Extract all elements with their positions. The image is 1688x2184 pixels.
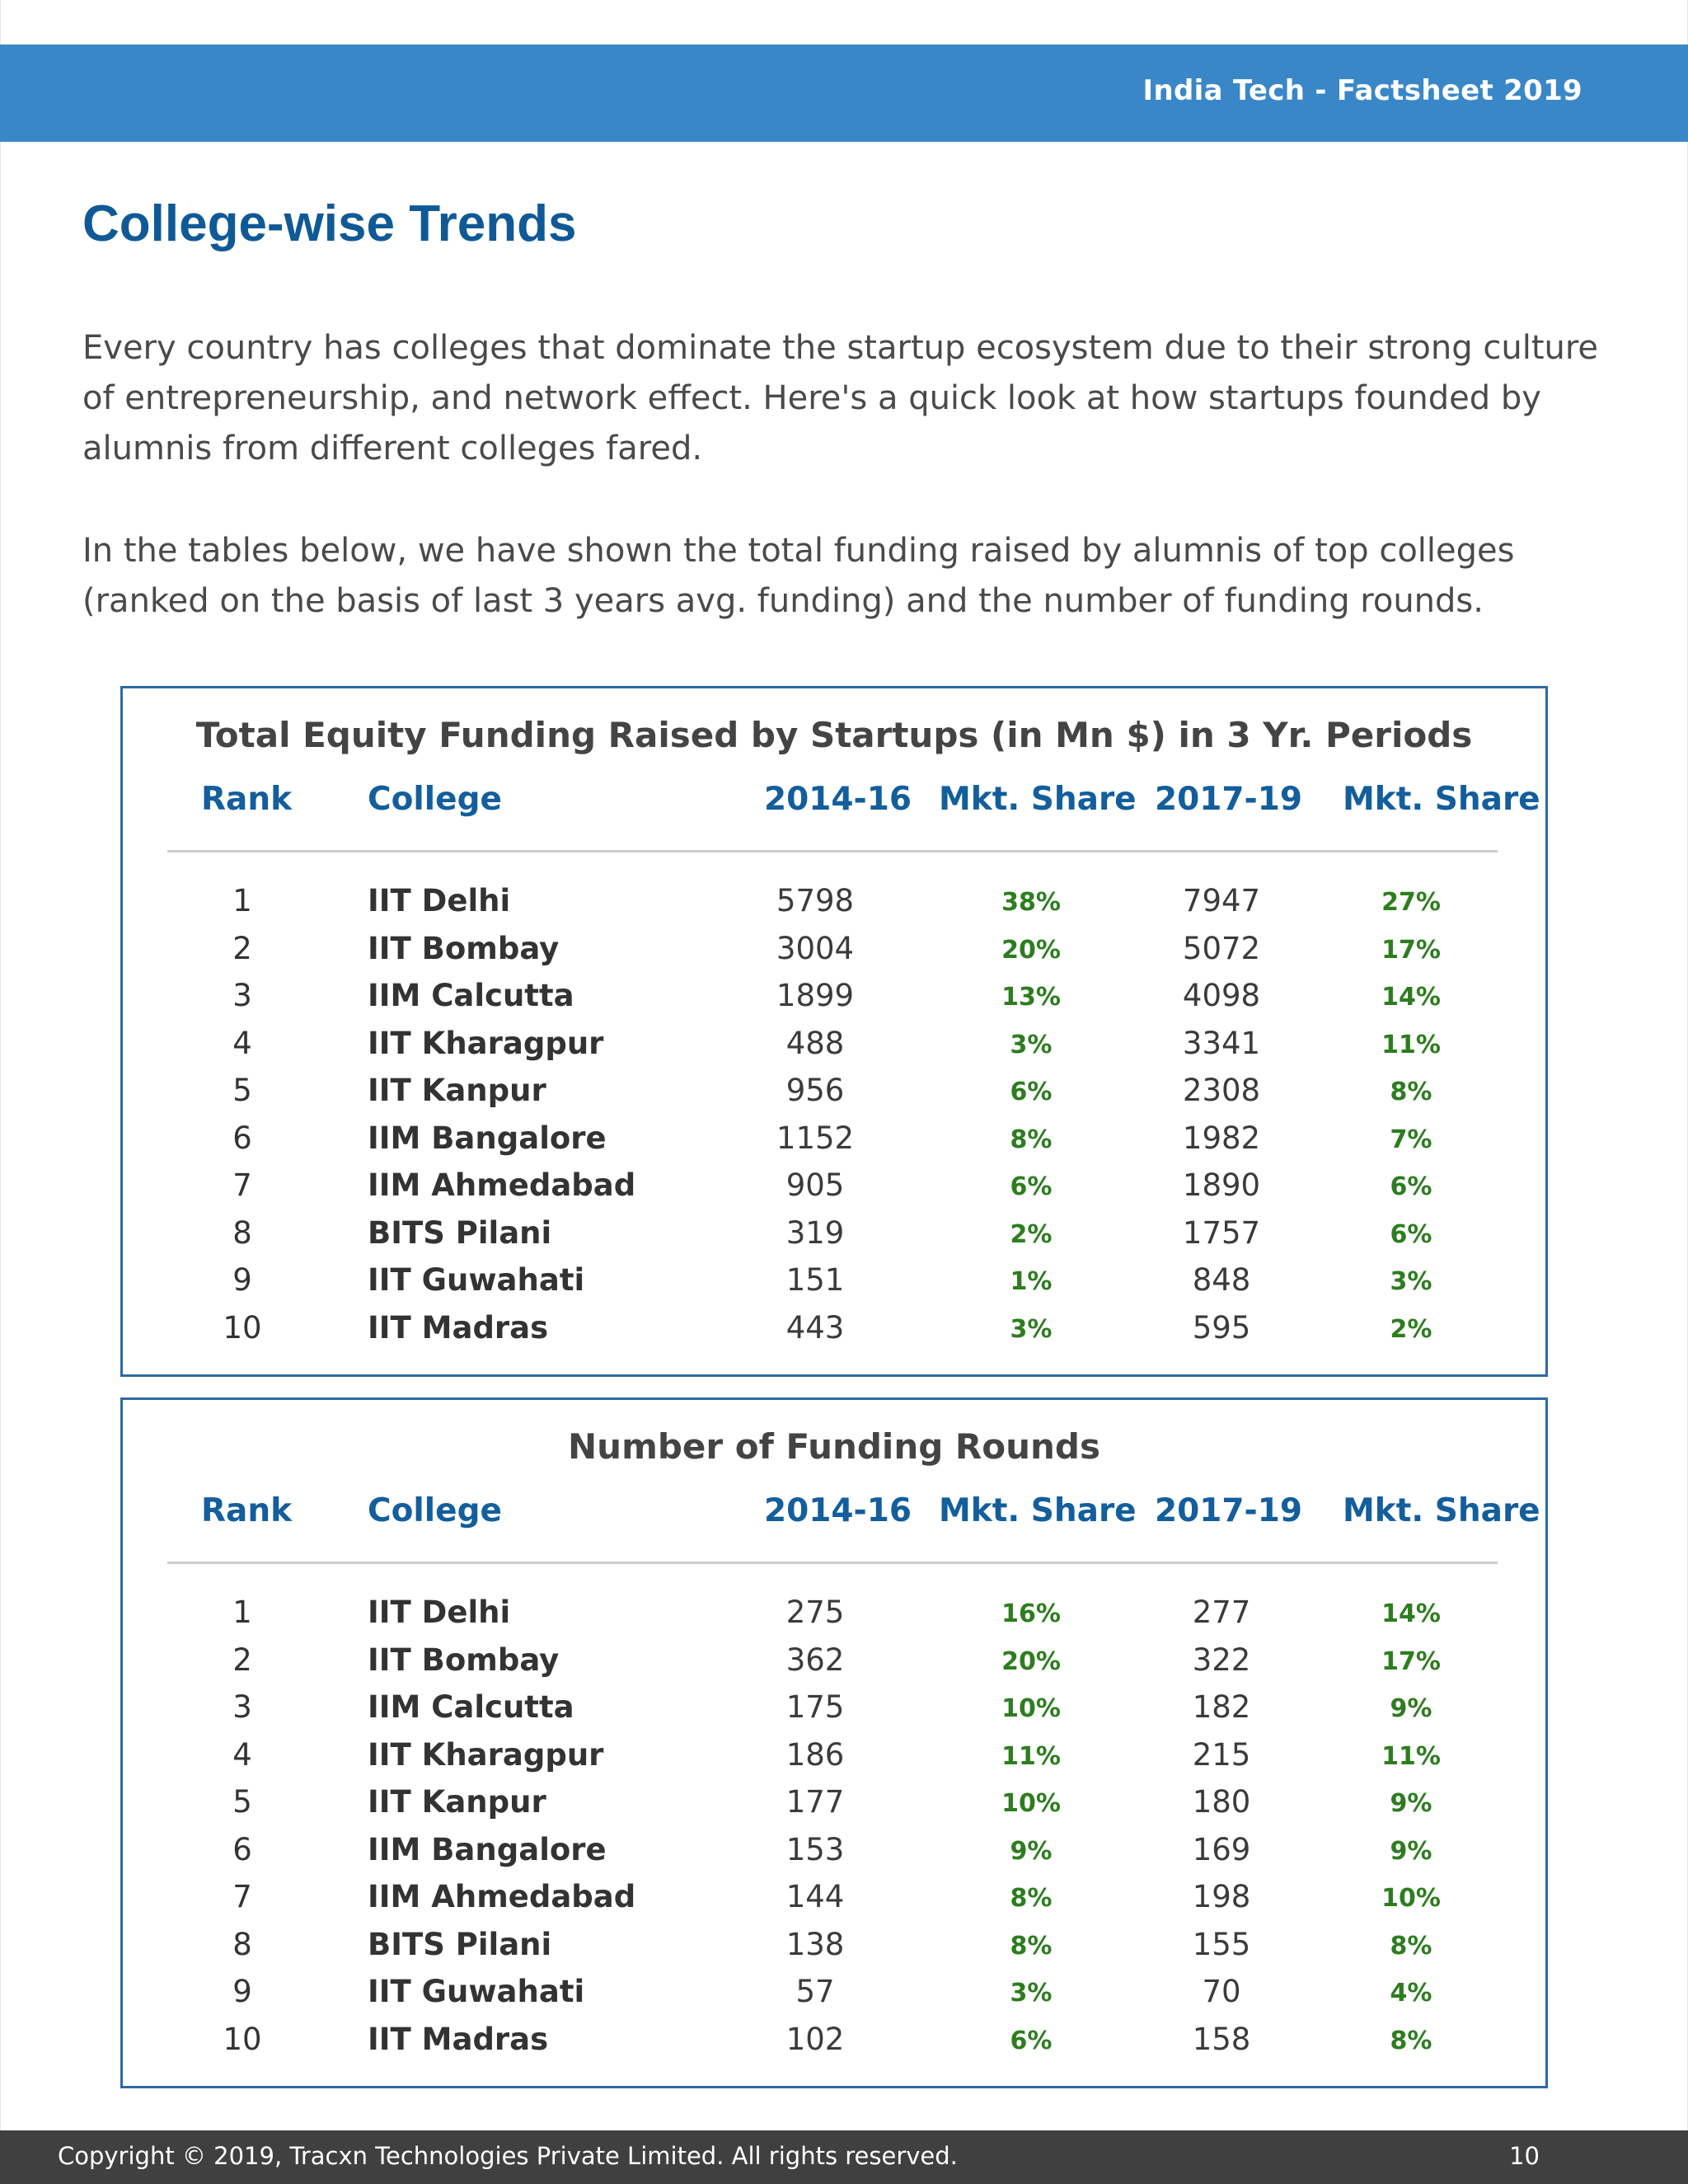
college-cell: BITS Pilani: [368, 1214, 552, 1251]
mkt-share-2017-19-cell: 14%: [1381, 1599, 1441, 1628]
table-row: [123, 883, 1545, 931]
table-row: [123, 2022, 1545, 2069]
column-header-2014-16: 2014-16: [764, 781, 912, 818]
header-title: India Tech - Factsheet 2019: [1142, 74, 1582, 107]
mkt-share-2017-19-cell: 7%: [1390, 1125, 1432, 1154]
value-2017-19-cell: 595: [1192, 1309, 1251, 1346]
mkt-share-2014-16-cell: 20%: [1001, 1646, 1061, 1676]
rank-cell: 10: [223, 2021, 262, 2057]
table-row: [123, 1737, 1545, 1785]
table-title: Total Equity Funding Raised by Startups (in Mn $) in 3 Yr. Periods: [195, 715, 1473, 755]
value-2017-19-cell: 215: [1192, 1736, 1251, 1773]
table-title: Number of Funding Rounds: [568, 1426, 1100, 1467]
mkt-share-2014-16-cell: 6%: [1010, 2026, 1053, 2055]
column-header-college: College: [368, 781, 502, 818]
value-2017-19-cell: 182: [1192, 1689, 1251, 1725]
mkt-share-2017-19-cell: 17%: [1381, 935, 1441, 965]
rank-cell: 8: [232, 1926, 252, 1962]
table-row: [123, 1262, 1545, 1310]
college-cell: BITS Pilani: [368, 1926, 552, 1962]
intro-paragraph-2: In the tables below, we have shown the total funding raised by alumnis of top colleges (ranked on the basis of last 3 years avg. funding) and the number of funding rounds.: [82, 532, 1515, 620]
mkt-share-2017-19-cell: 17%: [1381, 1646, 1441, 1676]
table-row: [123, 1120, 1545, 1168]
footer-bar: [0, 2130, 1688, 2184]
mkt-share-2017-19-cell: 8%: [1390, 1078, 1432, 1106]
rank-cell: 5: [232, 1784, 252, 1820]
mkt-share-2014-16-cell: 6%: [1010, 1078, 1053, 1106]
table-row: [123, 1689, 1545, 1737]
mkt-share-2014-16-cell: 8%: [1010, 1931, 1053, 1961]
college-cell: IIM Bangalore: [368, 1831, 607, 1867]
mkt-share-2017-19-cell: 11%: [1381, 1741, 1441, 1771]
mkt-share-2014-16-cell: 8%: [1010, 1125, 1053, 1154]
value-2017-19-cell: 198: [1192, 1879, 1251, 1914]
table-row: [123, 1167, 1545, 1215]
college-cell: IIM Ahmedabad: [368, 1879, 636, 1914]
value-2017-19-cell: 1890: [1182, 1167, 1261, 1203]
value-2014-16-cell: 362: [785, 1642, 845, 1678]
value-2017-19-cell: 277: [1192, 1595, 1251, 1630]
page-number: 10: [1509, 2142, 1540, 2170]
value-2017-19-cell: 5072: [1182, 930, 1261, 966]
value-2014-16-cell: 138: [785, 1926, 845, 1962]
value-2017-19-cell: 2308: [1182, 1073, 1261, 1108]
column-header-college: College: [368, 1492, 502, 1529]
mkt-share-2014-16-cell: 6%: [1010, 1172, 1053, 1201]
funding-amount-table: [120, 686, 1548, 1377]
value-2017-19-cell: 322: [1192, 1642, 1251, 1678]
table-row: [123, 1832, 1545, 1880]
column-header-mkt-share-1: Mkt. Share: [939, 1492, 1137, 1529]
value-2014-16-cell: 319: [785, 1214, 845, 1251]
mkt-share-2017-19-cell: 14%: [1381, 983, 1441, 1012]
value-2017-19-cell: 158: [1192, 2021, 1251, 2057]
value-2017-19-cell: 155: [1192, 1926, 1251, 1962]
value-2014-16-cell: 1899: [776, 978, 855, 1013]
mkt-share-2014-16-cell: 9%: [1010, 1836, 1053, 1866]
value-2014-16-cell: 102: [785, 2021, 845, 2057]
college-cell: IIT Kanpur: [368, 1784, 546, 1820]
value-2014-16-cell: 186: [785, 1736, 845, 1773]
mkt-share-2017-19-cell: 6%: [1390, 1172, 1432, 1201]
college-cell: IIT Bombay: [368, 930, 560, 966]
mkt-share-2014-16-cell: 3%: [1010, 1979, 1053, 2008]
table-body: [123, 883, 1545, 1357]
mkt-share-2017-19-cell: 27%: [1381, 888, 1441, 917]
mkt-share-2014-16-cell: 16%: [1001, 1599, 1061, 1628]
funding-rounds-table: [120, 1397, 1548, 2088]
column-header-2017-19: 2017-19: [1155, 1492, 1303, 1529]
mkt-share-2017-19-cell: 10%: [1381, 1884, 1441, 1913]
mkt-share-2014-16-cell: 3%: [1010, 1314, 1053, 1344]
value-2017-19-cell: 3341: [1182, 1025, 1261, 1061]
intro-paragraph-1: Every country has colleges that dominate the startup ecosystem due to their strong culture of entrepreneurship, and network effect. Here's a quick look at how startups founded by alumnis from different colleges fared.: [82, 329, 1599, 467]
mkt-share-2014-16-cell: 20%: [1001, 935, 1061, 965]
table-row: [123, 1879, 1545, 1927]
table-row: [123, 1073, 1545, 1120]
mkt-share-2014-16-cell: 13%: [1001, 983, 1061, 1012]
college-cell: IIM Bangalore: [368, 1120, 607, 1156]
mkt-share-2014-16-cell: 38%: [1001, 888, 1061, 917]
value-2017-19-cell: 4098: [1182, 978, 1261, 1013]
value-2014-16-cell: 57: [795, 1974, 835, 2009]
mkt-share-2017-19-cell: 3%: [1390, 1267, 1432, 1296]
college-cell: IIM Ahmedabad: [368, 1167, 636, 1203]
college-cell: IIT Delhi: [368, 883, 511, 918]
table-row: [123, 1927, 1545, 1975]
value-2014-16-cell: 275: [785, 1595, 845, 1630]
value-2014-16-cell: 1152: [776, 1120, 855, 1156]
header-divider: [167, 1562, 1498, 1564]
table-row: [123, 1974, 1545, 2022]
value-2017-19-cell: 1757: [1182, 1214, 1261, 1251]
college-cell: IIT Madras: [368, 1309, 549, 1346]
college-cell: IIT Kanpur: [368, 1073, 546, 1108]
college-cell: IIT Madras: [368, 2021, 549, 2057]
value-2014-16-cell: 488: [785, 1025, 845, 1061]
value-2014-16-cell: 3004: [776, 930, 855, 966]
rank-cell: 3: [232, 1689, 252, 1725]
rank-cell: 6: [232, 1120, 252, 1156]
rank-cell: 7: [232, 1879, 252, 1914]
column-header-mkt-share-2: Mkt. Share: [1343, 781, 1540, 818]
table-row: [123, 931, 1545, 979]
college-cell: IIM Calcutta: [368, 1689, 574, 1725]
column-header-mkt-share-2: Mkt. Share: [1343, 1492, 1540, 1529]
value-2014-16-cell: 905: [785, 1167, 845, 1203]
mkt-share-2014-16-cell: 1%: [1010, 1267, 1053, 1296]
value-2014-16-cell: 443: [785, 1309, 845, 1346]
column-header-2014-16: 2014-16: [764, 1492, 912, 1529]
table-row: [123, 1310, 1545, 1358]
mkt-share-2017-19-cell: 9%: [1390, 1836, 1432, 1866]
college-cell: IIM Calcutta: [368, 978, 574, 1013]
column-header-rank: Rank: [201, 1492, 293, 1529]
mkt-share-2014-16-cell: 8%: [1010, 1884, 1053, 1913]
column-header-2017-19: 2017-19: [1155, 781, 1303, 818]
column-header-mkt-share-1: Mkt. Share: [939, 781, 1137, 818]
value-2014-16-cell: 153: [785, 1831, 845, 1867]
mkt-share-2017-19-cell: 2%: [1390, 1314, 1432, 1344]
rank-cell: 9: [232, 1974, 252, 2009]
value-2014-16-cell: 5798: [776, 883, 855, 918]
mkt-share-2017-19-cell: 8%: [1390, 1931, 1432, 1961]
rank-cell: 4: [232, 1736, 252, 1773]
value-2014-16-cell: 956: [785, 1073, 845, 1108]
value-2017-19-cell: 848: [1192, 1262, 1251, 1298]
college-cell: IIT Kharagpur: [368, 1025, 604, 1061]
rank-cell: 1: [232, 1595, 252, 1630]
footer-copyright: Copyright © 2019, Tracxn Technologies Private Limited. All rights reserved.: [58, 2142, 958, 2170]
mkt-share-2014-16-cell: 10%: [1001, 1694, 1061, 1723]
rank-cell: 10: [223, 1309, 262, 1346]
rank-cell: 7: [232, 1167, 252, 1203]
value-2017-19-cell: 169: [1192, 1831, 1251, 1867]
value-2014-16-cell: 177: [785, 1784, 845, 1820]
mkt-share-2017-19-cell: 4%: [1390, 1979, 1432, 2008]
rank-cell: 1: [232, 883, 252, 918]
rank-cell: 5: [232, 1073, 252, 1108]
rank-cell: 2: [232, 930, 252, 966]
mkt-share-2017-19-cell: 9%: [1390, 1694, 1432, 1723]
mkt-share-2014-16-cell: 2%: [1010, 1219, 1053, 1249]
college-cell: IIT Bombay: [368, 1642, 560, 1678]
table-body: [123, 1595, 1545, 2069]
mkt-share-2017-19-cell: 11%: [1381, 1030, 1441, 1059]
table-row: [123, 1642, 1545, 1690]
college-cell: IIT Delhi: [368, 1595, 511, 1630]
mkt-share-2017-19-cell: 8%: [1390, 2026, 1432, 2055]
table-row: [123, 1026, 1545, 1073]
mkt-share-2014-16-cell: 11%: [1001, 1741, 1061, 1771]
rank-cell: 2: [232, 1642, 252, 1678]
mkt-share-2017-19-cell: 9%: [1390, 1789, 1432, 1818]
mkt-share-2017-19-cell: 6%: [1390, 1219, 1432, 1249]
value-2017-19-cell: 1982: [1182, 1120, 1261, 1156]
column-header-rank: Rank: [201, 781, 293, 818]
value-2014-16-cell: 144: [785, 1879, 845, 1914]
value-2017-19-cell: 180: [1192, 1784, 1251, 1820]
header-bar: [0, 45, 1688, 142]
mkt-share-2014-16-cell: 10%: [1001, 1789, 1061, 1818]
rank-cell: 6: [232, 1831, 252, 1867]
college-cell: IIT Guwahati: [368, 1974, 585, 2009]
college-cell: IIT Kharagpur: [368, 1736, 604, 1773]
value-2017-19-cell: 7947: [1182, 883, 1261, 918]
value-2014-16-cell: 175: [785, 1689, 845, 1725]
college-cell: IIT Guwahati: [368, 1262, 585, 1298]
table-row: [123, 1784, 1545, 1832]
rank-cell: 3: [232, 978, 252, 1013]
mkt-share-2014-16-cell: 3%: [1010, 1030, 1053, 1059]
table-row: [123, 978, 1545, 1026]
table-row: [123, 1595, 1545, 1642]
rank-cell: 4: [232, 1025, 252, 1061]
rank-cell: 9: [232, 1262, 252, 1298]
page-title: College-wise Trends: [82, 195, 577, 252]
rank-cell: 8: [232, 1214, 252, 1251]
value-2017-19-cell: 70: [1202, 1974, 1241, 2009]
table-row: [123, 1215, 1545, 1263]
header-divider: [167, 850, 1498, 852]
value-2014-16-cell: 151: [785, 1262, 845, 1298]
